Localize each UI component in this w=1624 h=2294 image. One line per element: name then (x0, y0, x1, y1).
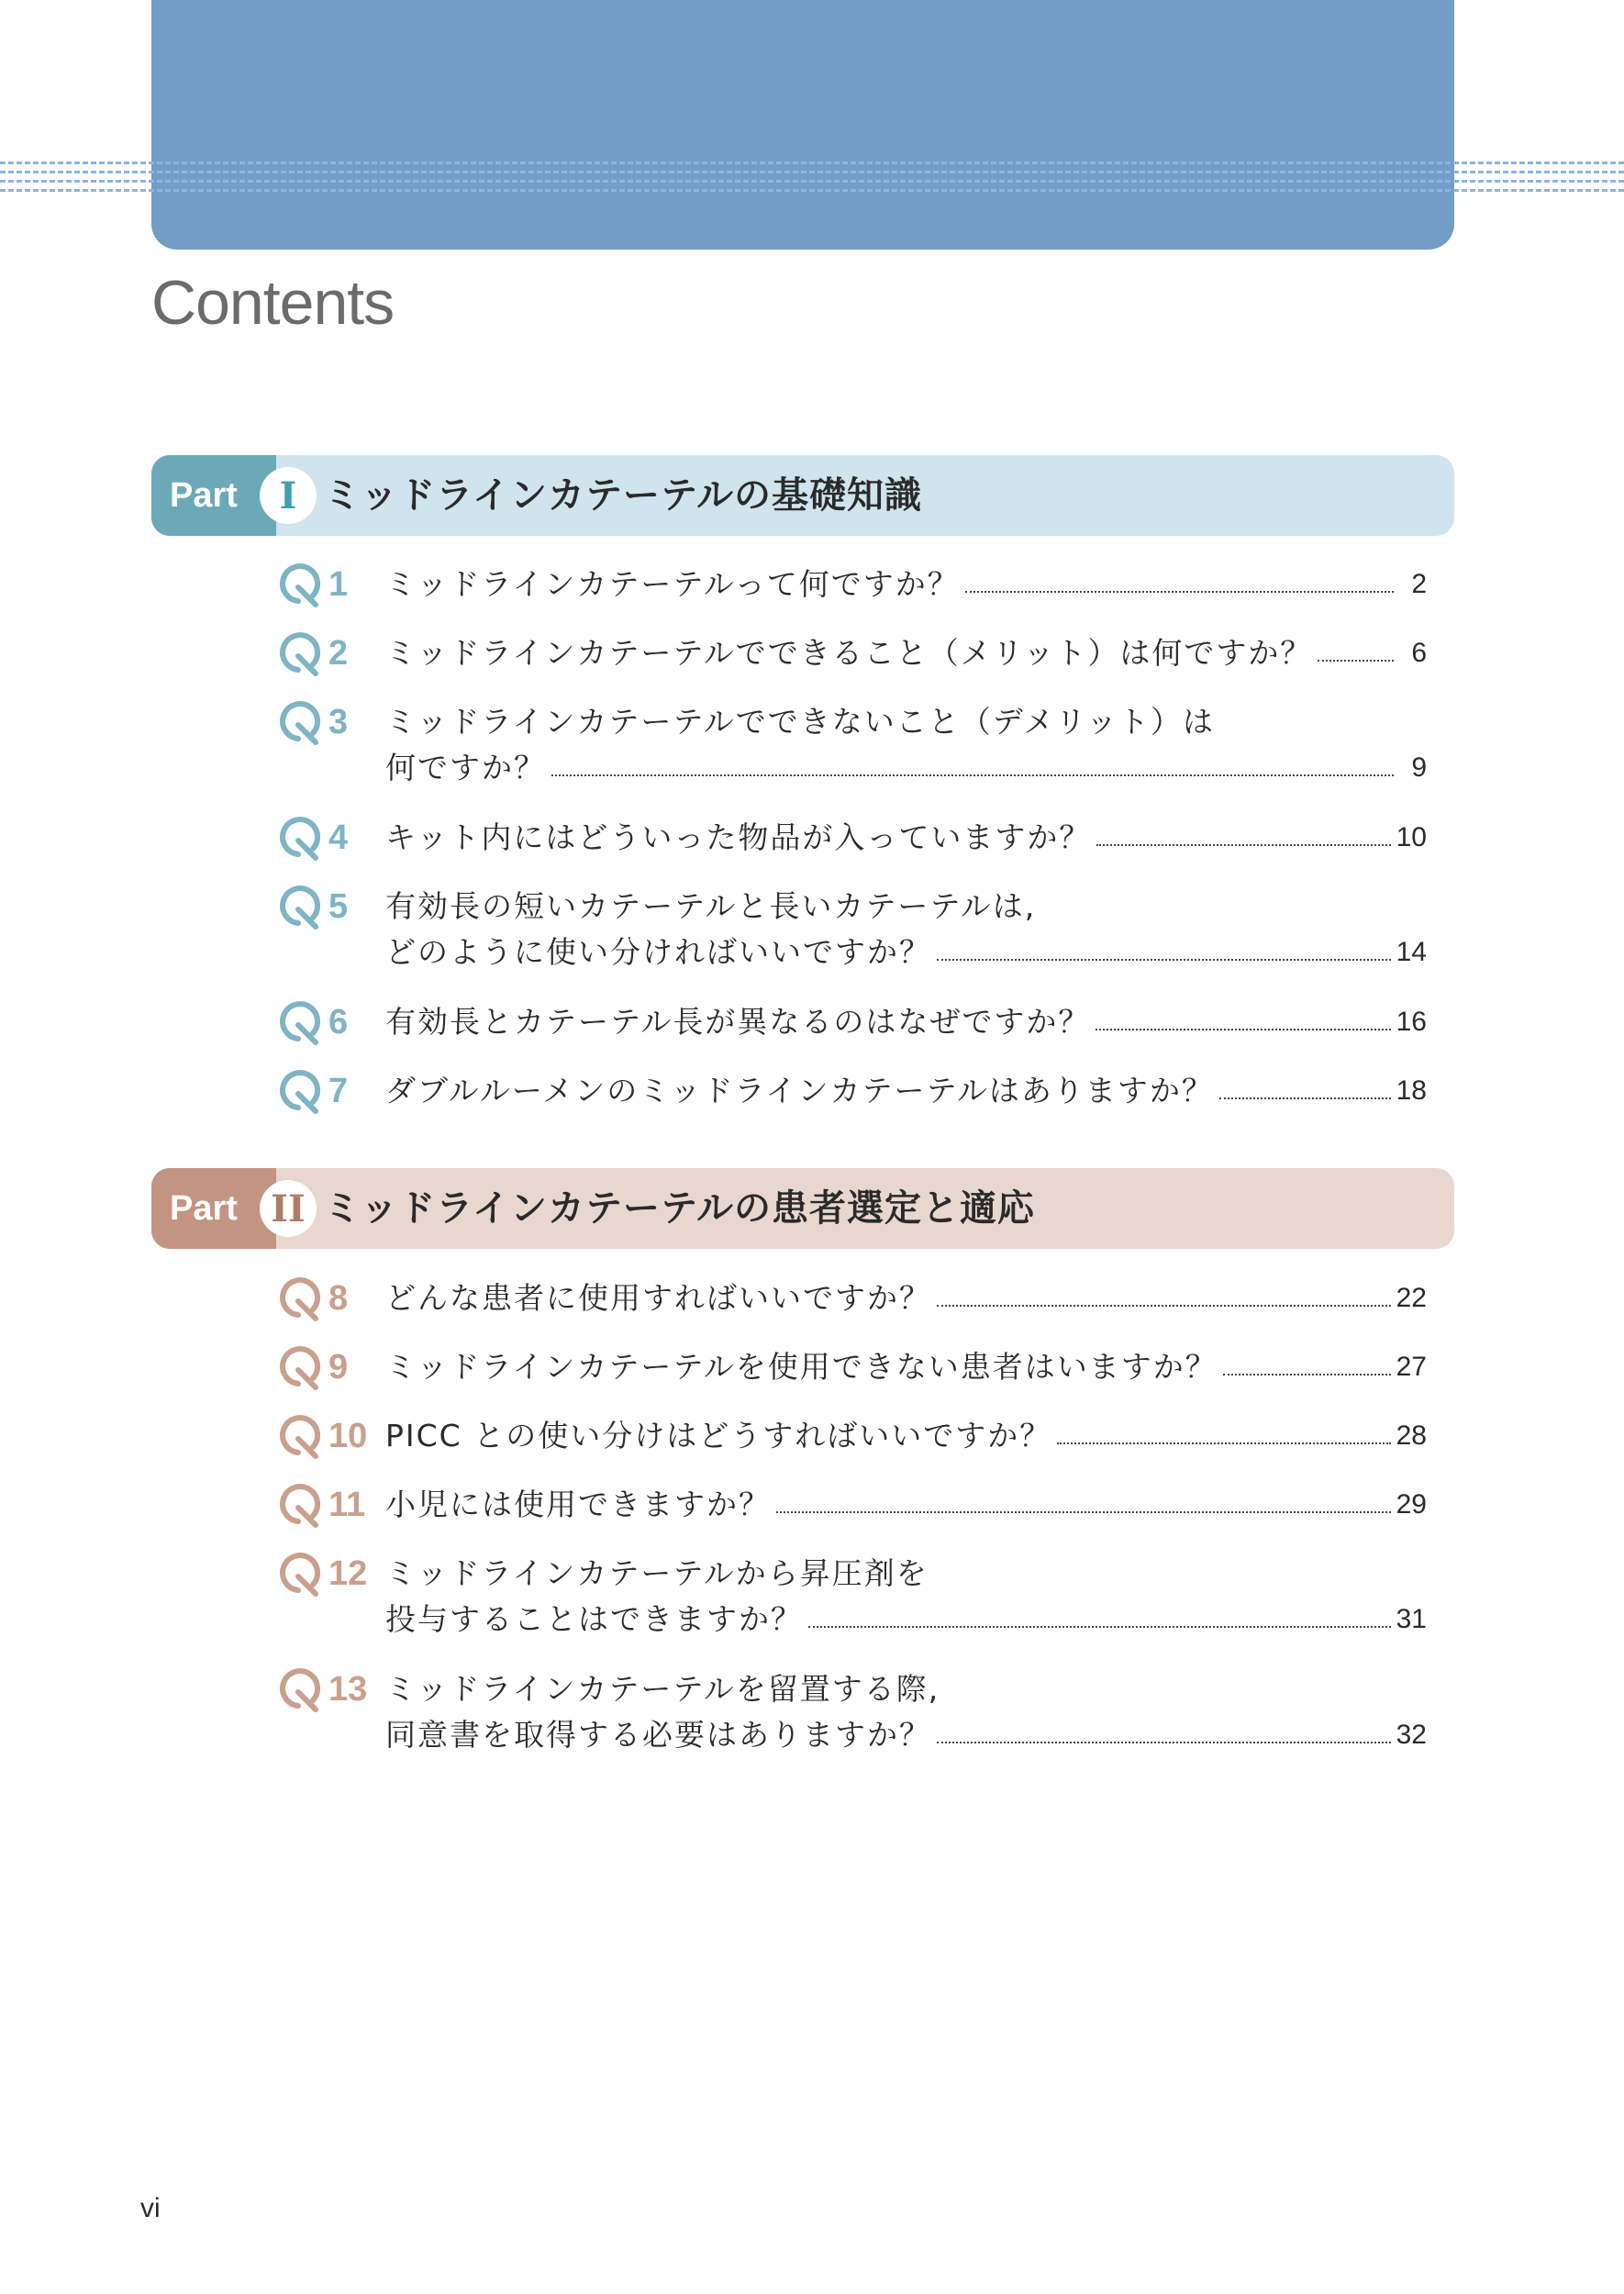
q-mark-icon (275, 814, 321, 862)
header-dash-line (0, 171, 1624, 173)
question-line-text: どのように使い分ければいいですか？ (385, 934, 931, 970)
question-number: 1 (328, 565, 349, 604)
page-ref: 2 (1411, 569, 1427, 599)
page-ref: 6 (1411, 638, 1427, 668)
dot-leader (776, 1511, 1391, 1513)
question-line-text: 同意書を取得する必要はありますか？ (385, 1717, 931, 1753)
question-line-text: キット内にはどういった物品が入っていますか？ (385, 819, 1092, 855)
q-mark-icon (275, 883, 321, 930)
part-1-title: ミッドラインカテーテルの基礎知識 (324, 474, 922, 517)
question-line (385, 1004, 1427, 1041)
question-text (385, 1280, 1427, 1317)
page-ref: 28 (1396, 1420, 1427, 1451)
dot-leader (1096, 844, 1390, 846)
dot-leader (965, 591, 1394, 593)
dot-leader (551, 774, 1394, 776)
question-line-text: 有効長の短いカテーテルと長いカテーテルは, (385, 888, 1037, 924)
part-1-header (151, 455, 1454, 536)
page-ref: 10 (1396, 822, 1427, 852)
part-1-numeral: I (260, 467, 317, 524)
dot-leader (1223, 1374, 1391, 1375)
question-line (385, 1717, 1427, 1754)
question-line (385, 934, 1427, 971)
header-banner (151, 0, 1454, 250)
dot-leader (937, 1305, 1391, 1307)
q-mark-icon (275, 1412, 321, 1460)
page-ref: 27 (1396, 1352, 1427, 1382)
q-mark-icon (275, 1067, 321, 1115)
question-text (385, 819, 1427, 856)
q-mark-icon (275, 698, 321, 746)
page-ref: 9 (1411, 752, 1427, 783)
q-mark-icon (275, 1275, 321, 1322)
question-line (385, 750, 1427, 786)
part-2-title: ミッドラインカテーテルの患者選定と適応 (324, 1187, 1035, 1230)
question-line-text: 投与することはできますか？ (385, 1601, 803, 1637)
header-dash-line (0, 161, 1624, 164)
question-text (385, 1004, 1427, 1041)
question-line-text: ミッドラインカテーテルを留置する際, (385, 1671, 940, 1707)
question-line-text: 小児には使用できますか？ (385, 1487, 771, 1522)
question-number: 7 (328, 1072, 349, 1110)
dot-leader (1096, 1029, 1390, 1030)
page-number: vi (140, 2193, 161, 2223)
q-mark-icon (275, 1343, 321, 1391)
part-1-tab (151, 455, 276, 536)
question-number: 5 (328, 887, 349, 926)
q-mark-icon (275, 629, 321, 677)
question-line-text: ミッドラインカテーテルでできないこと（デメリット）は (385, 704, 1216, 740)
question-line (385, 635, 1427, 672)
page-title: Contents (151, 268, 395, 338)
question-text (385, 1555, 1427, 1638)
question-line (385, 1555, 1427, 1592)
q-mark-icon (275, 1665, 321, 1713)
question-text (385, 635, 1427, 672)
question-line-text: ミッドラインカテーテルを使用できない患者はいますか？ (385, 1349, 1218, 1385)
question-line (385, 819, 1427, 856)
question-line (385, 1601, 1427, 1638)
question-line (385, 704, 1427, 741)
question-number: 9 (328, 1348, 349, 1386)
question-line-text: 有効長とカテーテル長が異なるのはなぜですか？ (385, 1004, 1091, 1040)
question-line (385, 1418, 1427, 1454)
question-line-text: ミッドラインカテーテルって何ですか？ (385, 566, 960, 602)
question-line (385, 1671, 1427, 1708)
dot-leader (808, 1626, 1391, 1628)
question-number: 3 (328, 703, 349, 741)
page-ref: 31 (1396, 1604, 1427, 1634)
question-number: 10 (328, 1417, 368, 1455)
question-line (385, 1487, 1427, 1523)
question-text (385, 1671, 1427, 1754)
page-ref: 29 (1396, 1489, 1427, 1520)
question-line (385, 566, 1427, 603)
header-dash-line (0, 189, 1624, 192)
question-line-text: ミッドラインカテーテルから昇圧剤を (385, 1555, 929, 1591)
page-ref: 32 (1396, 1720, 1427, 1750)
question-line-text: ミッドラインカテーテルでできること（メリット）は何ですか？ (385, 635, 1313, 671)
dot-leader (937, 959, 1391, 961)
part-2-header (151, 1168, 1454, 1249)
question-text (385, 1418, 1427, 1454)
question-number: 13 (328, 1670, 368, 1709)
question-text (385, 1487, 1427, 1523)
question-number: 8 (328, 1279, 349, 1318)
question-text (385, 566, 1427, 603)
question-text (385, 1073, 1427, 1109)
question-line-text: 何ですか？ (385, 750, 546, 785)
page-ref: 18 (1396, 1075, 1427, 1106)
part-1-label: Part (170, 475, 238, 515)
question-text (385, 1349, 1427, 1386)
q-mark-icon (275, 1550, 321, 1598)
q-mark-icon (275, 561, 321, 608)
page-ref: 14 (1396, 937, 1427, 967)
question-number: 11 (328, 1486, 366, 1524)
question-text (385, 888, 1427, 971)
dot-leader (1057, 1442, 1390, 1444)
question-number: 4 (328, 818, 349, 857)
question-line (385, 1280, 1427, 1317)
part-2-tab (151, 1168, 276, 1249)
part-2-label: Part (170, 1188, 238, 1228)
header-dash-line (0, 180, 1624, 183)
question-text (385, 704, 1427, 786)
question-line (385, 888, 1427, 925)
dot-leader (1318, 660, 1394, 662)
question-number: 6 (328, 1003, 349, 1041)
question-number: 2 (328, 634, 349, 673)
question-number: 12 (328, 1554, 368, 1593)
question-line (385, 1073, 1427, 1109)
q-mark-icon (275, 1481, 321, 1529)
question-line (385, 1349, 1427, 1386)
page-ref: 22 (1396, 1283, 1427, 1313)
dot-leader (937, 1742, 1391, 1743)
question-line-text: どんな患者に使用すればいいですか？ (385, 1280, 931, 1316)
part-2-numeral: II (260, 1180, 317, 1237)
page-ref: 16 (1396, 1007, 1427, 1037)
question-line-text: ダブルルーメンのミッドラインカテーテルはありますか？ (385, 1073, 1214, 1108)
q-mark-icon (275, 998, 321, 1046)
question-line-text: PICC との使い分けはどうすればいいですか？ (385, 1418, 1052, 1453)
dot-leader (1219, 1097, 1391, 1099)
